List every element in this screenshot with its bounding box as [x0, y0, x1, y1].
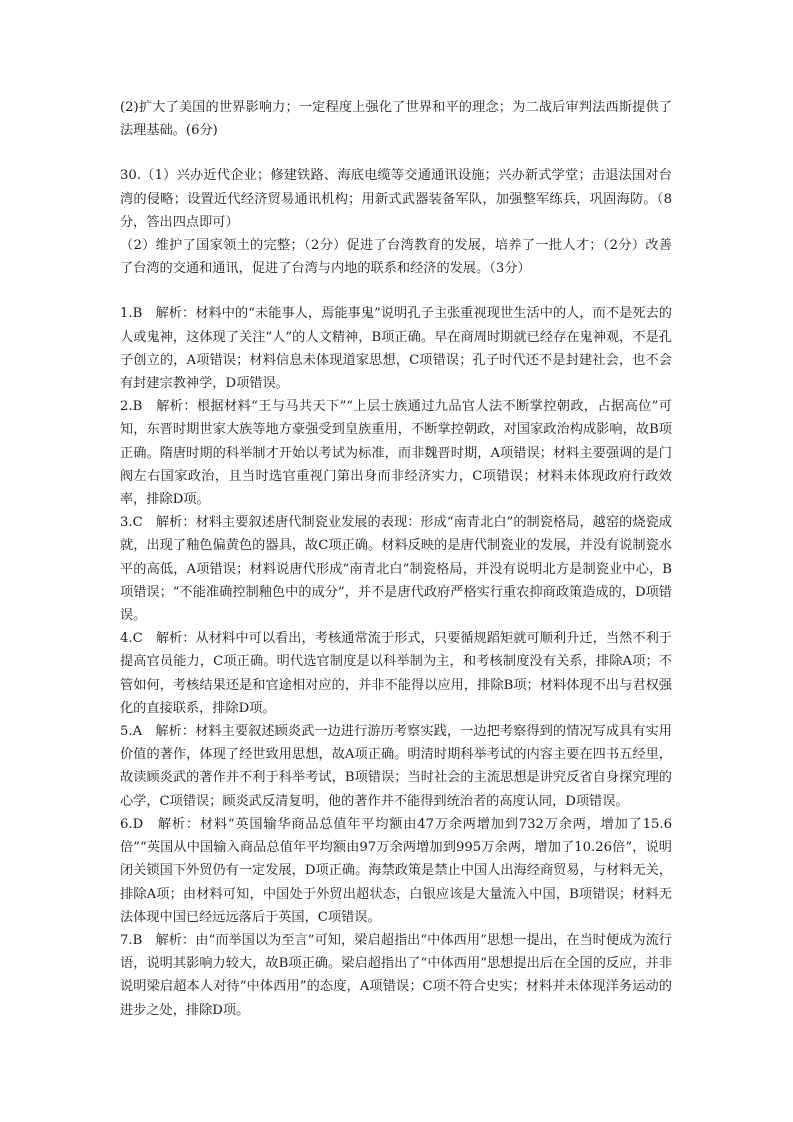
answer-item-2: 2.B 解析：根据材料“王与马共天下”“上层士族通过九品官人法不断掌控朝政，占据高位”可知，东晋时期世家大族等地方豪强受到皇族重用，不断掌控朝政，对国家政治构成影响，故B项正确。隋唐时期的科举制才开始以考试为标准，而非魏晋时期，A项错误；材料主要强调的是门阀左右国家政治，且当时选官重视门第出身而非经济实力，C项错误；材料未体现政府行政效率，排除D项。 — [120, 399, 672, 508]
q30-part1-answer: 30.（1）兴办近代企业；修建铁路、海底电缆等交通通讯设施；兴办新式学堂；击退法国对台湾的侵略；设置近代经济贸易通讯机构；用新式武器装备军队，加强整军练兵，巩固海防。（8分，答出四点即可） — [120, 168, 672, 230]
spacer — [120, 280, 672, 302]
answer-item-3: 3.C 解析：材料主要叙述唐代制瓷业发展的表现：形成“南青北白”的制瓷格局，越窑的烧瓷成就，出现了釉色偏黄色的器具，故C项正确。材料反映的是唐代制瓷业的发展，并没有说制瓷水平的高低，A项错误；材料说唐代形成“南青北白”制瓷格局，并没有说明北方是制瓷业中心，B项错误；“不能准确控制釉色中的成分”，并不是唐代政府严格实行重农抑商政策造成的，D项错误。 — [120, 515, 672, 624]
answer-page — [120, 96, 672, 1022]
q30-part2-answer: （2）维护了国家领土的完整；（2分）促进了台湾教育的发展，培养了一批人才；（2分）改善了台湾的交通和通讯，促进了台湾与内地的联系和经济的发展。（3分） — [120, 238, 672, 277]
answer-item-4: 4.C 解析：从材料中可以看出，考核通常流于形式，只要循规蹈矩就可顺利升迁，当然不利于提高官员能力，C项正确。明代选官制度是以科举制为主，和考核制度没有关系，排除A项；不管如何，考核结果还是和官途相对应的，并非不能得以应用，排除B项；材料体现不出与君权强化的直接联系，排除D项。 — [120, 631, 672, 716]
spacer — [120, 142, 672, 164]
q29-part2-answer: (2)扩大了美国的世界影响力；一定程度上强化了世界和平的理念；为二战后审判法西斯提供了法理基础。(6分) — [120, 100, 672, 139]
answer-item-7: 7.B 解析：由“而举国以为至言”可知，梁启超指出“中体西用”思想一提出，在当时便成为流行语，说明其影响力较大，故B项正确。梁启超指出了“中体西用”思想提出后在全国的反应，并非说明梁启超本人对待“中体西用”的态度，A项错误；C项不符合史实；材料并未体现洋务运动的进步之处，排除D项。 — [120, 932, 672, 1018]
answer-item-6: 6.D 解析：材料“英国输华商品总值年平均额由47万余两增加到732万余两，增加了15.6倍”“英国从中国输入商品总值年平均额由97万余两增加到995万余两，增加了10.26倍”，说明闭关锁国下外贸仍有一定发展，D项正确。海禁政策是禁止中国人出海经商贸易，与材料无关，排除A项；由材料可知，中国处于外贸出超状态，白银应该是大量流入中国，B项错误；材料无法体现中国已经远远落后于英国，C项错误。 — [120, 816, 672, 925]
answer-item-5: 5.A 解析：材料主要叙述顾炎武一边进行游历考察实践，一边把考察得到的情况写成具有实用价值的著作，体现了经世致用思想，故A项正确。明清时期科举考试的内容主要在四书五经里，故读顾炎武的著作并不利于科举考试，B项错误；当时社会的主流思想是讲究反省自身探究理的心学，C项错误；顾炎武反清复明，他的著作并不能得到统治者的高度认同，D项错误。 — [120, 724, 672, 809]
answer-item-1: 1.B 解析：材料中的“未能事人，焉能事鬼”说明孔子主张重视现世生活中的人，而不是死去的人或鬼神，这体现了关注“人”的人文精神，B项正确。早在商周时期就已经存在鬼神观，不是孔子创立的，A项错误；材料信息未体现道家思想，C项错误；孔子时代还不是封建社会，也不会有封建宗教神学，D项错误。 — [120, 306, 672, 392]
